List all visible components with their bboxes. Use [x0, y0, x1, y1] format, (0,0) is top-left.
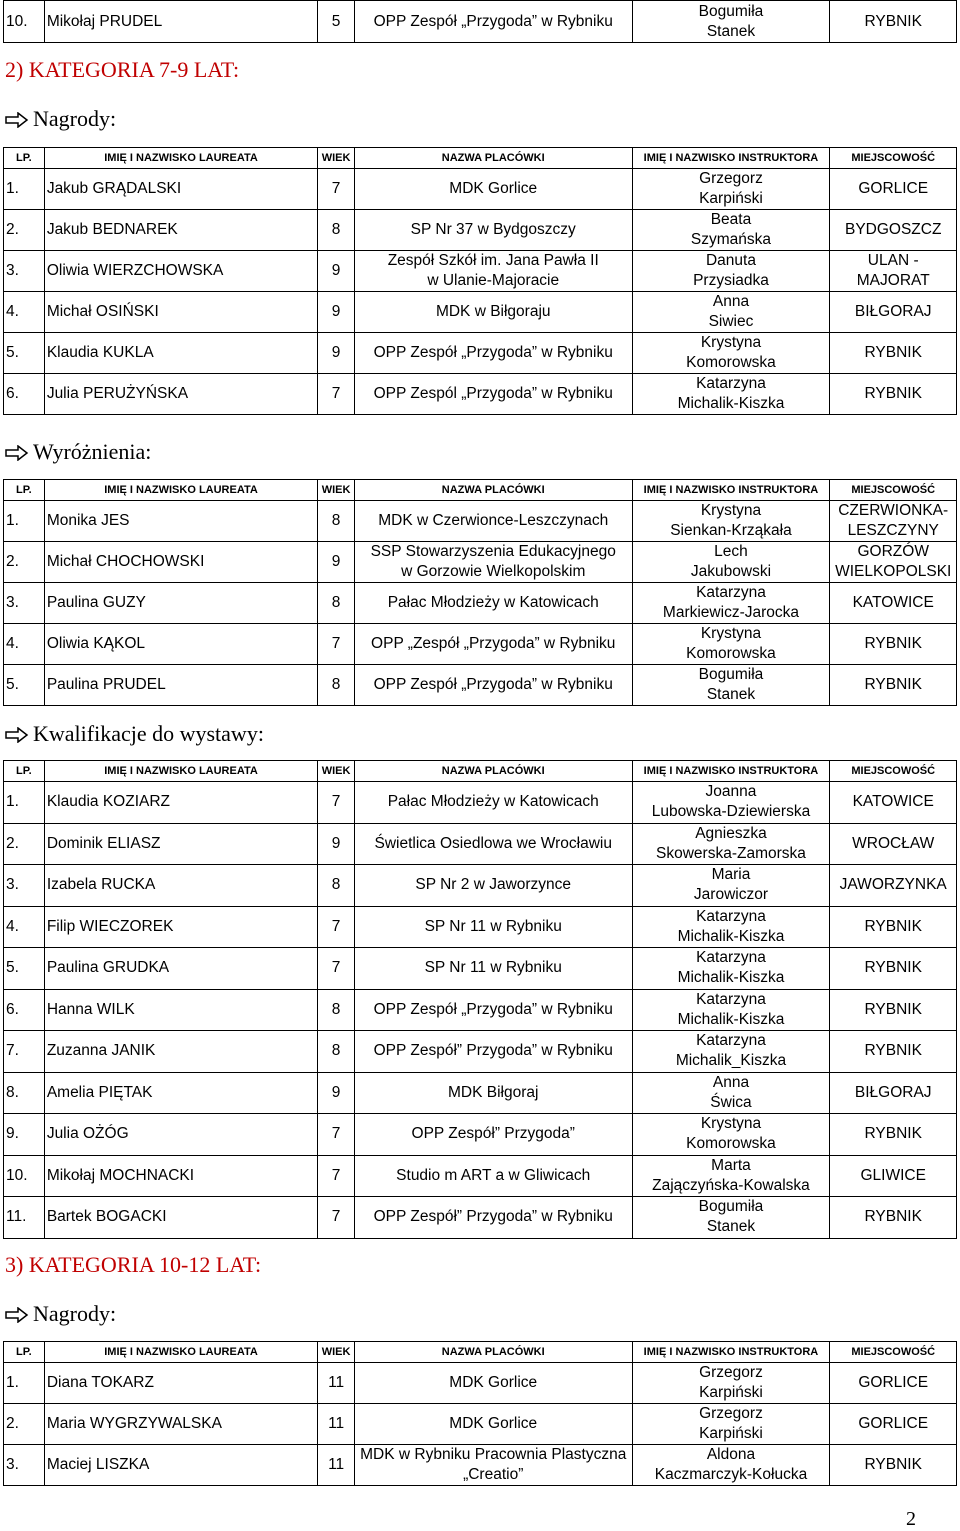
laureate-name: Paulina GUZY [44, 583, 317, 624]
laureate-name: Maria WYGRZYWALSKA [44, 1404, 317, 1445]
instructor: Agnieszka Skowerska-Zamorska [632, 823, 830, 865]
age: 9 [318, 542, 355, 583]
header-cell: IMIĘ I NAZWISKO LAUREATA [44, 761, 317, 782]
instructor: Anna Siwiec [632, 292, 830, 333]
instructor: Katarzyna Michalik-Kiszka [632, 989, 830, 1031]
cat3-awards-body [4, 1342, 957, 1486]
category-2-title: 2) KATEGORIA 7-9 LAT: [5, 57, 240, 82]
age: 7 [318, 1155, 355, 1197]
row-number: 5. [4, 665, 45, 706]
table-row [4, 865, 957, 907]
institution: MDK w Czerwionce-Leszczynach [354, 501, 632, 542]
table-row [4, 1445, 957, 1486]
header-cell: LP. [4, 148, 45, 169]
header-cell: NAZWA PLACÓWKI [354, 148, 632, 169]
institution: SP Nr 11 w Rybniku [354, 948, 632, 990]
instructor: Bogumiła Stanek [632, 665, 830, 706]
instructor: Marta Zajączyńska-Kowalska [632, 1155, 830, 1197]
laureate-name: Mikołaj MOCHNACKI [44, 1155, 317, 1197]
institution: Studio m ART a w Gliwicach [354, 1155, 632, 1197]
header-cell: LP. [4, 1342, 45, 1363]
cat2-honors-table [3, 479, 957, 706]
institution: SP Nr 11 w Rybniku [354, 906, 632, 948]
institution: OPP Zespół” Przygoda” [354, 1114, 632, 1156]
laureate-name: Mikołaj PRUDEL [44, 1, 317, 43]
city: JAWORZYNKA [830, 865, 957, 907]
instructor: Grzegorz Karpiński [632, 1363, 830, 1404]
row-number: 7. [4, 1031, 45, 1073]
instructor: Katarzyna Michalik-Kiszka [632, 948, 830, 990]
laureate-name: Bartek BOGACKI [44, 1197, 317, 1239]
laureate-name: Jakub GRĄDALSKI [44, 169, 317, 210]
age: 7 [318, 782, 355, 824]
city: WROCŁAW [830, 823, 957, 865]
age: 7 [318, 948, 355, 990]
row-number: 1. [4, 501, 45, 542]
age: 8 [318, 665, 355, 706]
age: 7 [318, 1197, 355, 1239]
laureate-name: Oliwia KĄKOL [44, 624, 317, 665]
table-row [4, 1114, 957, 1156]
table-row [4, 1155, 957, 1197]
header-row [4, 480, 957, 501]
age: 9 [318, 292, 355, 333]
cat2-honors-body [4, 480, 957, 706]
page-number: 2 [906, 1508, 916, 1530]
laureate-name: Hanna WILK [44, 989, 317, 1031]
row-number: 10. [4, 1155, 45, 1197]
instructor: Danuta Przysiadka [632, 251, 830, 292]
header-cell: IMIĘ I NAZWISKO INSTRUKTORA [632, 480, 830, 501]
qualification-heading [5, 721, 264, 747]
city: RYBNIK [830, 948, 957, 990]
age: 8 [318, 583, 355, 624]
honors-heading-text: Wyróżnienia: [33, 439, 152, 464]
row-number: 6. [4, 989, 45, 1031]
honors-heading [5, 439, 151, 465]
age: 9 [318, 333, 355, 374]
laureate-name: Maciej LISZKA [44, 1445, 317, 1486]
row-number: 2. [4, 210, 45, 251]
city: GORLICE [830, 1404, 957, 1445]
city: RYBNIK [830, 989, 957, 1031]
institution: SP Nr 2 w Jaworzynce [354, 865, 632, 907]
laureate-name: Diana TOKARZ [44, 1363, 317, 1404]
laureate-name: Paulina GRUDKA [44, 948, 317, 990]
table-row [4, 210, 957, 251]
laureate-name: Julia PERUŻYŃSKA [44, 374, 317, 415]
row-number: 2. [4, 542, 45, 583]
institution: OPP Zespół” Przygoda” w Rybniku [354, 1197, 632, 1239]
table-row [4, 333, 957, 374]
age: 11 [318, 1404, 355, 1445]
laureate-name: Paulina PRUDEL [44, 665, 317, 706]
laureate-name: Michał OSIŃSKI [44, 292, 317, 333]
instructor: Katarzyna Michalik-Kiszka [632, 374, 830, 415]
city: GORLICE [830, 169, 957, 210]
cat3-awards-table [3, 1341, 957, 1486]
table-row [4, 989, 957, 1031]
header-row [4, 761, 957, 782]
row-number: 11. [4, 1197, 45, 1239]
institution: OPP Zespół „Przygoda” w Rybniku [354, 665, 632, 706]
age: 8 [318, 1031, 355, 1073]
cat3-awards-heading-text: Nagrody: [33, 1301, 117, 1326]
age: 9 [318, 823, 355, 865]
age: 8 [318, 989, 355, 1031]
institution: MDK Biłgoraj [354, 1072, 632, 1114]
laureate-name: Amelia PIĘTAK [44, 1072, 317, 1114]
table-row [4, 624, 957, 665]
laureate-name: Jakub BEDNAREK [44, 210, 317, 251]
instructor: Krystyna Komorowska [632, 624, 830, 665]
city: RYBNIK [830, 665, 957, 706]
qualification-heading-text: Kwalifikacje do wystawy: [33, 721, 264, 746]
row-number: 2. [4, 1404, 45, 1445]
instructor: Krystyna Sienkan-Krząkała [632, 501, 830, 542]
instructor: Katarzyna Markiewicz-Jarocka [632, 583, 830, 624]
header-cell: MIEJSCOWOŚĆ [830, 480, 957, 501]
table-row [4, 1363, 957, 1404]
city: ULAN - MAJORAT [830, 251, 957, 292]
header-cell: IMIĘ I NAZWISKO INSTRUKTORA [632, 148, 830, 169]
instructor: Lech Jakubowski [632, 542, 830, 583]
row-number: 3. [4, 1445, 45, 1486]
laureate-name: Oliwia WIERZCHOWSKA [44, 251, 317, 292]
row-number: 1. [4, 1363, 45, 1404]
institution: OPP Zespół” Przygoda” w Rybniku [354, 1031, 632, 1073]
institution: MDK Gorlice [354, 1404, 632, 1445]
age: 8 [318, 865, 355, 907]
instructor: Grzegorz Karpiński [632, 1404, 830, 1445]
city: KATOWICE [830, 583, 957, 624]
city: RYBNIK [830, 1445, 957, 1486]
laureate-name: Zuzanna JANIK [44, 1031, 317, 1073]
header-cell: LP. [4, 480, 45, 501]
instructor: Krystyna Komorowska [632, 1114, 830, 1156]
row-number: 4. [4, 292, 45, 333]
instructor: Bogumiła Stanek [632, 1, 830, 43]
city: GORZÓW WIELKOPOLSKI [830, 542, 957, 583]
laureate-name: Izabela RUCKA [44, 865, 317, 907]
age: 5 [318, 1, 355, 43]
age: 8 [318, 210, 355, 251]
table-row [4, 542, 957, 583]
instructor: Aldona Kaczmarczyk-Kołucka [632, 1445, 830, 1486]
row-number: 3. [4, 583, 45, 624]
instructor: Joanna Lubowska-Dziewierska [632, 782, 830, 824]
cat2-awards-table [3, 147, 957, 415]
city: RYBNIK [830, 374, 957, 415]
city: RYBNIK [830, 624, 957, 665]
table-row [4, 501, 957, 542]
table-row [4, 1, 957, 43]
header-cell: WIEK [318, 761, 355, 782]
table-row [4, 948, 957, 990]
institution: MDK w Biłgoraju [354, 292, 632, 333]
header-cell: WIEK [318, 1342, 355, 1363]
cat2-qualified-body [4, 761, 957, 1239]
row-number: 9. [4, 1114, 45, 1156]
table-row [4, 782, 957, 824]
arrow-right-icon [5, 1307, 29, 1323]
city: BIŁGORAJ [830, 292, 957, 333]
top-continuation-table [3, 0, 957, 43]
header-cell: IMIĘ I NAZWISKO INSTRUKTORA [632, 1342, 830, 1363]
row-number: 10. [4, 1, 45, 43]
table-row [4, 1072, 957, 1114]
table-row [4, 906, 957, 948]
age: 11 [318, 1445, 355, 1486]
age: 7 [318, 1114, 355, 1156]
institution: Świetlica Osiedlowa we Wrocławiu [354, 823, 632, 865]
age: 11 [318, 1363, 355, 1404]
instructor: Katarzyna Michalik-Kiszka [632, 906, 830, 948]
instructor: Katarzyna Michalik_Kiszka [632, 1031, 830, 1073]
age: 9 [318, 1072, 355, 1114]
city: KATOWICE [830, 782, 957, 824]
row-number: 4. [4, 624, 45, 665]
row-number: 1. [4, 169, 45, 210]
instructor: Anna Świca [632, 1072, 830, 1114]
laureate-name: Filip WIECZOREK [44, 906, 317, 948]
city: RYBNIK [830, 1, 957, 43]
institution: OPP Zespół „Przygoda” w Rybniku [354, 1, 632, 43]
row-number: 5. [4, 948, 45, 990]
awards-heading [5, 106, 116, 132]
row-number: 1. [4, 782, 45, 824]
institution: Zespół Szkół im. Jana Pawła II w Ulanie-Majoracie [354, 251, 632, 292]
header-cell: MIEJSCOWOŚĆ [830, 1342, 957, 1363]
age: 9 [318, 251, 355, 292]
header-cell: MIEJSCOWOŚĆ [830, 761, 957, 782]
institution: MDK Gorlice [354, 1363, 632, 1404]
age: 7 [318, 624, 355, 665]
laureate-name: Dominik ELIASZ [44, 823, 317, 865]
category-3-title: 3) KATEGORIA 10-12 LAT: [5, 1252, 262, 1277]
institution: MDK Gorlice [354, 169, 632, 210]
instructor: Beata Szymańska [632, 210, 830, 251]
institution: SSP Stowarzyszenia Edukacyjnego w Gorzowie Wielkopolskim [354, 542, 632, 583]
laureate-name: Julia OŻÓG [44, 1114, 317, 1156]
header-row [4, 1342, 957, 1363]
awards-heading-text: Nagrody: [33, 106, 117, 131]
cat2-awards-body [4, 148, 957, 415]
laureate-name: Klaudia KOZIARZ [44, 782, 317, 824]
row-number: 2. [4, 823, 45, 865]
laureate-name: Klaudia KUKLA [44, 333, 317, 374]
header-cell: WIEK [318, 480, 355, 501]
institution: MDK w Rybniku Pracownia Plastyczna „Creatio” [354, 1445, 632, 1486]
arrow-right-icon [5, 112, 29, 128]
arrow-right-icon [5, 445, 29, 461]
header-cell: MIEJSCOWOŚĆ [830, 148, 957, 169]
top-table-body [4, 1, 957, 43]
age: 7 [318, 169, 355, 210]
row-number: 3. [4, 865, 45, 907]
cat3-awards-heading [5, 1301, 116, 1327]
table-row [4, 1197, 957, 1239]
row-number: 8. [4, 1072, 45, 1114]
city: GLIWICE [830, 1155, 957, 1197]
institution: Pałac Młodzieży w Katowicach [354, 583, 632, 624]
instructor: Grzegorz Karpiński [632, 169, 830, 210]
header-cell: NAZWA PLACÓWKI [354, 480, 632, 501]
institution: OPP Zespół „Przygoda” w Rybniku [354, 989, 632, 1031]
table-row [4, 374, 957, 415]
city: GORLICE [830, 1363, 957, 1404]
city: RYBNIK [830, 1197, 957, 1239]
table-row [4, 169, 957, 210]
table-row [4, 1404, 957, 1445]
instructor: Krystyna Komorowska [632, 333, 830, 374]
table-row [4, 251, 957, 292]
city: BYDGOSZCZ [830, 210, 957, 251]
city: RYBNIK [830, 1031, 957, 1073]
instructor: Bogumiła Stanek [632, 1197, 830, 1239]
row-number: 5. [4, 333, 45, 374]
cat2-qualified-table [3, 760, 957, 1239]
table-row [4, 823, 957, 865]
city: CZERWIONKA- LESZCZYNY [830, 501, 957, 542]
header-cell: IMIĘ I NAZWISKO INSTRUKTORA [632, 761, 830, 782]
table-row [4, 1031, 957, 1073]
age: 8 [318, 501, 355, 542]
institution: SP Nr 37 w Bydgoszczy [354, 210, 632, 251]
header-cell: IMIĘ I NAZWISKO LAUREATA [44, 480, 317, 501]
header-cell: NAZWA PLACÓWKI [354, 1342, 632, 1363]
header-cell: LP. [4, 761, 45, 782]
arrow-right-icon [5, 727, 29, 743]
instructor: Maria Jarowiczor [632, 865, 830, 907]
age: 7 [318, 906, 355, 948]
city: RYBNIK [830, 333, 957, 374]
city: RYBNIK [830, 1114, 957, 1156]
header-cell: WIEK [318, 148, 355, 169]
header-cell: IMIĘ I NAZWISKO LAUREATA [44, 1342, 317, 1363]
laureate-name: Michał CHOCHOWSKI [44, 542, 317, 583]
institution: OPP „Zespół „Przygoda” w Rybniku [354, 624, 632, 665]
table-row [4, 292, 957, 333]
laureate-name: Monika JES [44, 501, 317, 542]
row-number: 4. [4, 906, 45, 948]
header-cell: NAZWA PLACÓWKI [354, 761, 632, 782]
city: BIŁGORAJ [830, 1072, 957, 1114]
city: RYBNIK [830, 906, 957, 948]
institution: OPP Zespól „Przygoda” w Rybniku [354, 374, 632, 415]
header-row [4, 148, 957, 169]
header-cell: IMIĘ I NAZWISKO LAUREATA [44, 148, 317, 169]
age: 7 [318, 374, 355, 415]
table-row [4, 583, 957, 624]
row-number: 6. [4, 374, 45, 415]
institution: Pałac Młodzieży w Katowicach [354, 782, 632, 824]
institution: OPP Zespół „Przygoda” w Rybniku [354, 333, 632, 374]
table-row [4, 665, 957, 706]
row-number: 3. [4, 251, 45, 292]
